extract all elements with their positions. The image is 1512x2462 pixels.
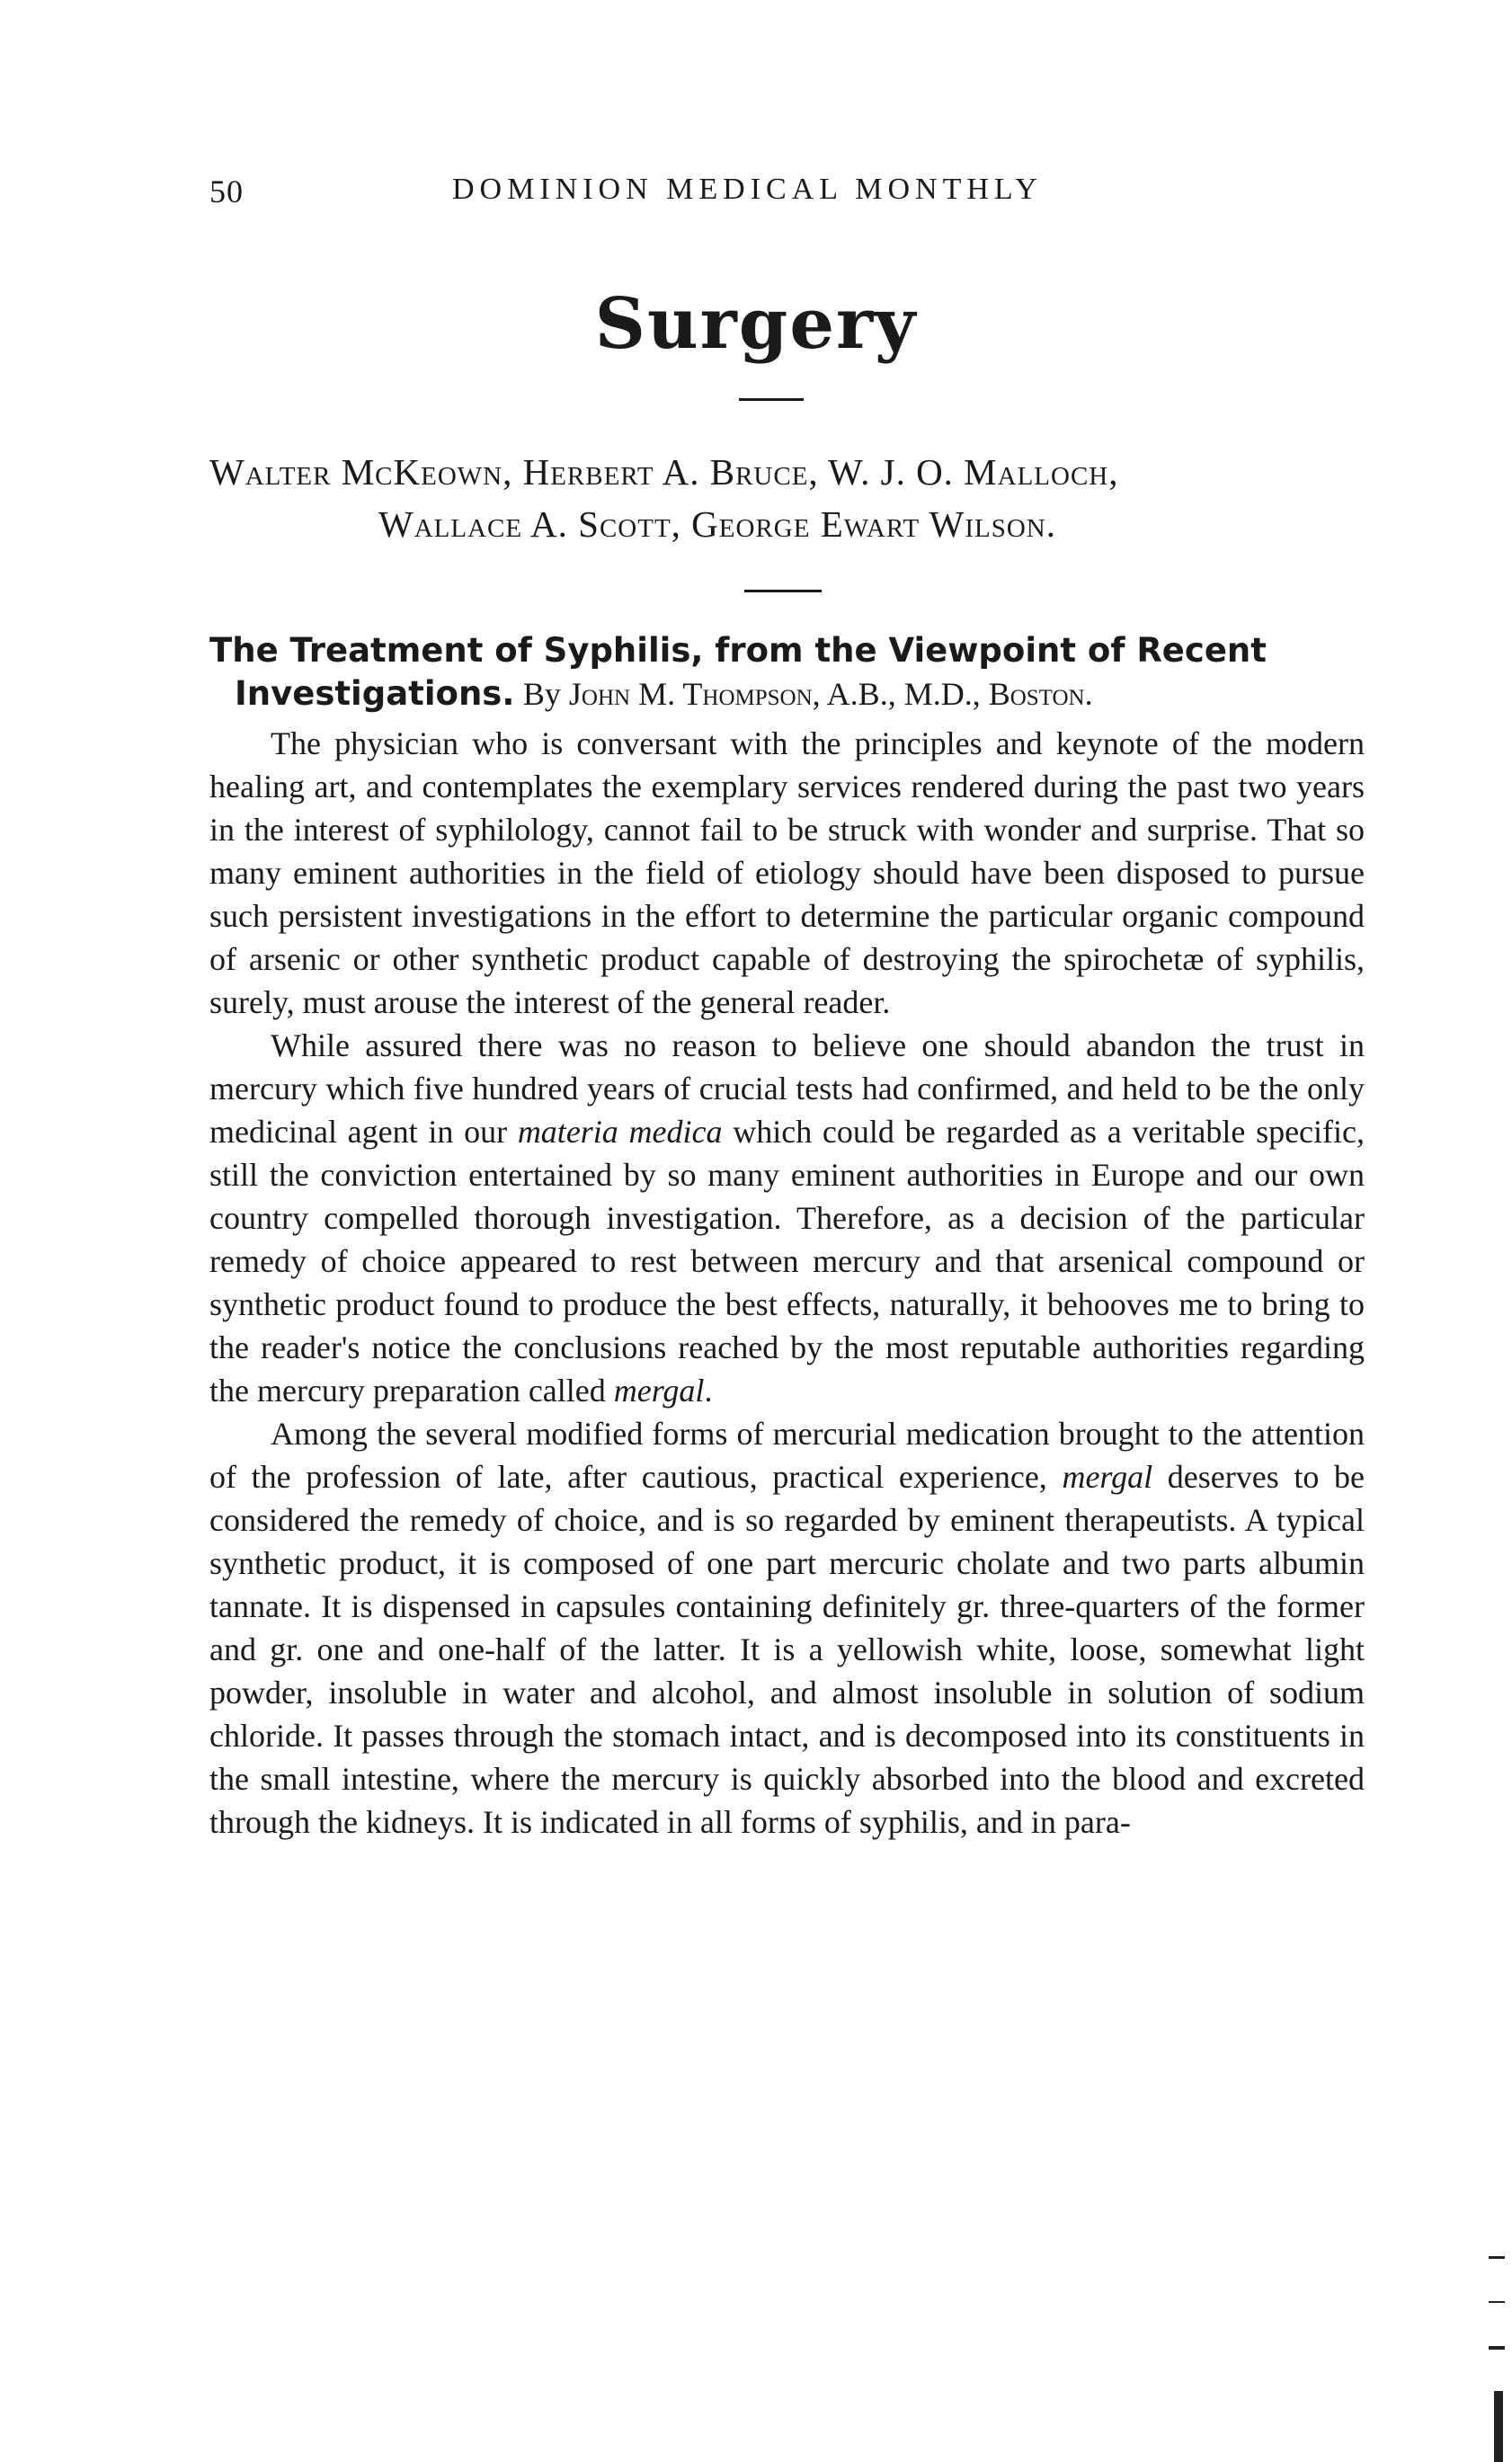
italic-term: materia medica [517, 1114, 723, 1150]
section-editors [209, 446, 1365, 550]
page-number: 50 [209, 173, 244, 209]
byline-prefix: By [522, 676, 561, 712]
divider-rule [744, 590, 822, 592]
article-body [209, 722, 1365, 1844]
italic-term: mergal [1062, 1459, 1153, 1495]
running-head [209, 173, 1360, 218]
editors-line-1: Walter McKeown, Herbert A. Bruce, W. J. O. Malloch, [209, 451, 1119, 493]
section-title: Surgery [594, 283, 918, 365]
divider-rule [739, 398, 804, 401]
article-title: The Treatment of Syphilis, from the Viewpoint of Recent Investigations. [209, 631, 1267, 713]
italic-term: mergal [613, 1373, 705, 1409]
editors-line-2: Wallace A. Scott, George Ewart Wilson. [378, 503, 1057, 545]
scan-edge-artifact [1489, 2220, 1505, 2462]
article-byline [523, 676, 1093, 712]
article-heading [209, 629, 1390, 715]
paragraph: Among the several modified forms of mercurial medication brought to the attention of the profession of late, after cautious, practical experience, mergal deserves to be considered the remedy of choice, and is so regarded by eminent therapeutists. A typical synthetic product, it is composed of one part mercuric cholate and two parts albumin tannate. It is dispensed in capsules containing definitely gr. three-quarters of the former and gr. one and one-half of the latter. It is a yellowish white, loose, somewhat light powder, insoluble in water and alcohol, and almost insoluble in solution of sodium chloride. It passes through the stomach intact, and is decomposed into its constituents in the small intestine, where the mercury is quickly absorbed into the blood and excreted through the kidneys. It is indicated in all forms of syphilis, and in para- [209, 1416, 1365, 1840]
article-author: John M. Thompson, A.B., M.D., Boston. [568, 676, 1093, 712]
paragraph: The physician who is conversant with the principles and keynote of the modern healing art, and contemplates the exemplary services rendered during the past two years in the interest of syphilology, cannot fail to be struck with wonder and surprise. That so many eminent authorities in the field of etiology should have been disposed to pursue such persistent investigations in the effort to determine the particular organic compound of arsenic or other synthetic product capable of destroying the spirochetæ of syphilis, surely, must arouse the interest of the general reader. [209, 725, 1365, 1020]
journal-title: DOMINION MEDICAL MONTHLY [452, 173, 1043, 206]
paragraph: While assured there was no reason to believe one should abandon the trust in mercury which five hundred years of crucial tests had confirmed, and held to be the only medicinal agent in our materia medica which could be regarded as a veritable specific, still the conviction entertained by so many eminent authorities in Europe and our own country compelled thorough investigation. Therefore, as a decision of the particular remedy of choice appeared to rest between mercury and that arsenical compound or synthetic product found to produce the best effects, naturally, it behooves me to bring to the reader's notice the conclusions reached by the most reputable authorities regarding the mercury preparation called mergal. [209, 1027, 1365, 1409]
